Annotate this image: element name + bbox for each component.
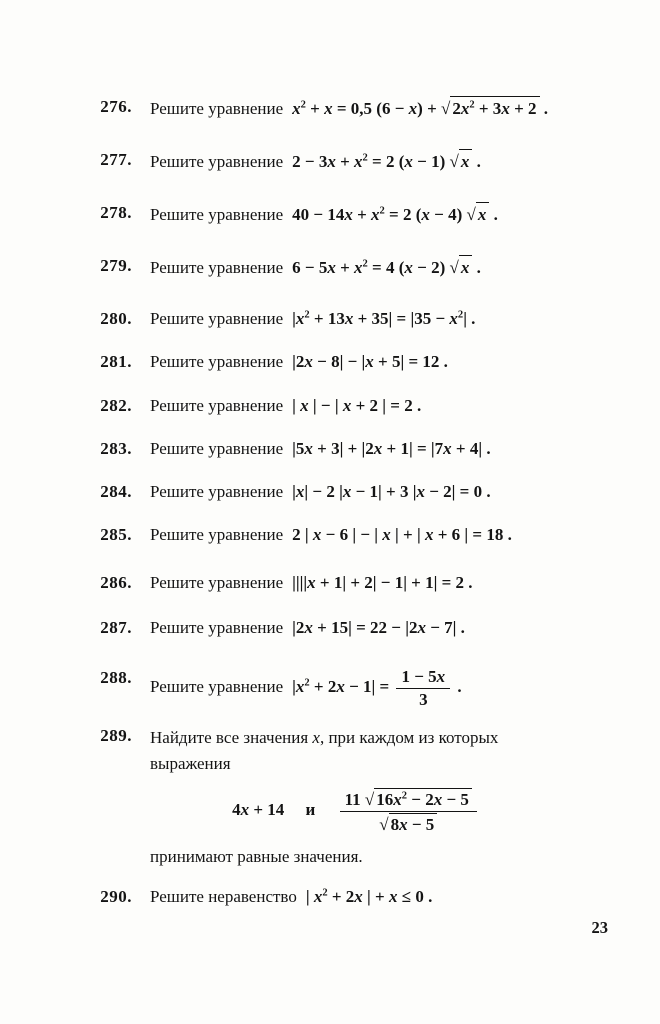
problem-290 — [90, 886, 602, 908]
problem-number: 281. — [100, 352, 132, 372]
problem-body — [150, 308, 602, 330]
problem-body — [150, 202, 602, 226]
problem-formula: |2x + 15| = 22 − |2x − 7| . — [292, 618, 465, 638]
problem-number: 280. — [100, 309, 132, 329]
problem-284 — [90, 481, 602, 503]
sqrt-radical: √ $16x^2 - 2x - 5$ — [365, 790, 472, 809]
fraction: $\frac{11 √ 16x^2 - 2x - 5}{√ 8x - 5}$ — [340, 788, 477, 834]
problem-text-after: принимают равные значения. — [150, 847, 363, 867]
problem-number: 276. — [100, 97, 132, 116]
problem-276 — [90, 96, 602, 120]
problem-formula: $2 - 3x + x^2 = 2$ (x − 1) √ x . — [292, 152, 481, 171]
problem-277 — [90, 149, 602, 173]
problem-label: Решите уравнение — [150, 258, 284, 278]
fraction: $\frac{1 - 5x}{3}$ — [396, 667, 450, 709]
problem-286 — [90, 572, 602, 594]
sqrt-radical: √ x — [467, 205, 490, 224]
problem-label: Решите неравенство — [150, 886, 297, 906]
problem-label: Решите уравнение — [150, 524, 284, 544]
problem-formula: | x | − | x + 2 | = 2 . — [292, 395, 422, 415]
problem-label: Решите уравнение — [150, 481, 284, 501]
page-number: 23 — [591, 918, 608, 937]
sqrt-radical: √ x — [450, 258, 473, 277]
problem-body — [150, 617, 602, 639]
problem-formula: $|x^2 + 2x - 1|$ = $\frac{1 - 5x}{3}$ . — [292, 667, 462, 709]
problem-number: 285. — [100, 524, 132, 544]
problem-number: 282. — [100, 395, 132, 415]
problem-label: Решите уравнение — [150, 395, 284, 415]
problem-label: Решите уравнение — [150, 152, 284, 172]
problem-formula: | $x^2 + 2x$ | + x ≤ 0 . — [305, 886, 433, 906]
problem-body — [150, 481, 602, 503]
problem-285 — [90, 524, 602, 546]
problem-body — [150, 438, 602, 460]
problem-body — [150, 572, 602, 594]
problem-label: Решите уравнение — [150, 309, 284, 329]
problem-number: 289. — [100, 726, 132, 746]
problem-number: 286. — [100, 572, 132, 592]
problem-label: Решите уравнение — [150, 572, 284, 592]
problem-formula: |5x + 3| + |2x + 1| = |7x + 4| . — [292, 438, 491, 458]
problem-formula: |x| − 2 |x − 1| + 3 |x − 2| = 0 . — [292, 481, 491, 501]
problem-279 — [90, 255, 602, 279]
sqrt-radical: √ x — [450, 152, 473, 171]
problem-formula: |2x − 8| − |x + 5| = 12 . — [292, 352, 448, 372]
problem-formula: ||||x + 1| + 2| − 1| + 1| = 2 . — [292, 572, 473, 592]
problem-281 — [90, 351, 602, 373]
problem-body — [150, 667, 602, 709]
problem-label: Решите уравнение — [150, 618, 284, 638]
problem-label: Решите уравнение — [150, 352, 284, 372]
problem-288 — [90, 667, 602, 709]
problem-body — [150, 886, 602, 908]
problem-number: 279. — [100, 256, 132, 276]
sqrt-radical: √ 8x − 5 — [379, 815, 437, 834]
problem-number: 277. — [100, 150, 132, 170]
problem-number: 287. — [100, 618, 132, 638]
problem-formula: $|x^2 + 13x + 35| = |35 - x^2|$ . — [292, 309, 476, 329]
problem-formula: 2 | x − 6 | − | x | + | x + 6 | = 18 . — [292, 524, 512, 544]
problem-number: 283. — [100, 438, 132, 458]
problem-body — [150, 395, 602, 417]
problem-label: Решите уравнение — [150, 99, 284, 118]
problem-body — [150, 149, 602, 173]
problem-label: Решите уравнение — [150, 205, 284, 225]
problem-number: 288. — [100, 668, 132, 688]
problem-body — [150, 524, 602, 546]
problem-formula: $40 - 14x + x^2 = 2$ (x − 4) √ x . — [292, 205, 498, 224]
problem-287 — [90, 617, 602, 639]
sqrt-radical: √ $2x^2 + 3x + 2$ — [441, 99, 539, 118]
problem-278 — [90, 202, 602, 226]
problem-body — [150, 255, 602, 279]
problem-formula: $6 - 5x + x^2 = 4$ (x − 2) √ x . — [292, 258, 481, 277]
problem-number: 278. — [100, 203, 132, 223]
problem-body — [150, 725, 602, 870]
problem-number: 284. — [100, 481, 132, 501]
problem-formula: 4x + 14 и $\frac{11 √ 16x^2 - 2x - 5}{√ 8x - 5}$ — [150, 788, 562, 834]
problem-number: 290. — [100, 886, 132, 906]
problem-282 — [90, 395, 602, 417]
problem-289 — [90, 725, 602, 870]
problem-280 — [90, 308, 602, 330]
problem-label: Решите уравнение — [150, 438, 284, 458]
problem-283 — [90, 438, 602, 460]
problem-body — [150, 351, 602, 373]
problem-formula: $x^2 + x = 0,5$ (6 − x) + √ $2x^2 + 3x + 2$ . — [292, 99, 548, 118]
problem-body — [150, 96, 602, 120]
problem-text: Найдите все значения x, при каждом из которых выражения — [150, 728, 499, 773]
problem-label: Решите уравнение — [150, 677, 284, 697]
